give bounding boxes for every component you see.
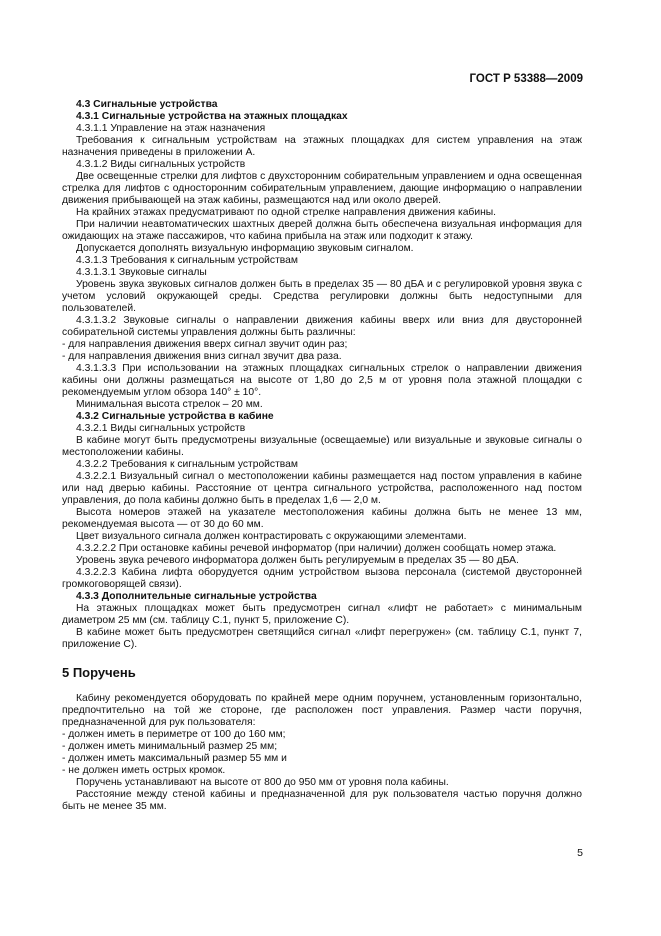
page-number: 5 (577, 847, 583, 859)
clause-heading: 4.3.1.3 Требования к сигнальным устройствам (76, 255, 298, 266)
paragraph: 4.3.2.2.2 При остановке кабины речевой информатор (при наличии) должен сообщать номер этажа. (76, 543, 557, 554)
paragraph: Минимальная высота стрелок – 20 мм. (76, 399, 263, 410)
paragraph: 4.3.2.2.1 Визуальный сигнал о местоположении кабины размещается над постом управления в кабине или над дверью кабины. Расстояние от центра сигнального устройства, расположенного над постом управления, до пола кабины должно быть в пределах 1,6 — 2,0 м. (62, 471, 582, 506)
paragraph: В кабине может быть предусмотрен светящийся сигнал «лифт перегружен» (см. таблицу С.1, пункт 7, приложение С). (62, 627, 582, 650)
clause-heading: 4.3.1.1 Управление на этаж назначения (76, 123, 266, 134)
paragraph: Требования к сигнальным устройствам на этажных площадках для систем управления на этаж назначения приведены в приложении А. (62, 135, 582, 158)
paragraph: Высота номеров этажей на указателе местоположения кабины должна быть не менее 13 мм, рекомендуемая высота — от 30 до 60 мм. (62, 507, 582, 530)
paragraph: На этажных площадках может быть предусмотрен сигнал «лифт не работает» с минимальным диаметром 25 мм (см. таблицу С.1, пункт 5, приложение С). (62, 603, 582, 626)
paragraph: Две освещенные стрелки для лифтов с двухсторонним собирательным управлением и одна освещенная стрелка для лифтов с односторонним собирательным управлением, дающие информацию о направлении движения прибывающей на этаж кабины, размещаются над или около дверей. (62, 171, 582, 206)
list-item: - должен иметь минимальный размер 25 мм; (62, 741, 278, 752)
section-heading: 5 Поручень (62, 665, 136, 680)
paragraph: 4.3.1.3.3 При использовании на этажных площадках сигнальных стрелок о направлении движения кабины они должны размещаться на высоте от 1,80 до 2,5 м от уровня пола этажной площадки с рекомендуемым углом обзора 140° ± 10°. (62, 363, 582, 398)
list-item: - должен иметь максимальный размер 55 мм и (62, 753, 287, 764)
paragraph: 4.3.2.2.3 Кабина лифта оборудуется одним устройством вызова персонала (системой двусторонней громкоговорящей связи). (62, 567, 582, 590)
clause-heading: 4.3.1.2 Виды сигнальных устройств (76, 159, 246, 170)
subsection-heading: 4.3.1 Сигнальные устройства на этажных площадках (76, 111, 348, 122)
subsection-heading: 4.3.2 Сигнальные устройства в кабине (76, 411, 274, 422)
paragraph: Цвет визуального сигнала должен контрастировать с окружающими элементами. (76, 531, 467, 542)
document-id: ГОСТ Р 53388—2009 (469, 73, 583, 85)
paragraph: Уровень звука речевого информатора должен быть регулируемым в пределах 35 — 80 дБА. (76, 555, 519, 566)
subsection-heading: 4.3.3 Дополнительные сигнальные устройства (76, 591, 317, 602)
clause-heading: 4.3.2.2 Требования к сигнальным устройствам (76, 459, 298, 470)
list-item: - должен иметь в периметре от 100 до 160 мм; (62, 729, 286, 740)
paragraph: Допускается дополнять визуальную информацию звуковым сигналом. (76, 243, 414, 254)
section-heading: 4.3 Сигнальные устройства (76, 99, 218, 110)
paragraph: При наличии неавтоматических шахтных дверей должна быть обеспечена визуальная информация для ожидающих на этаже пассажиров, что кабина прибыла на этаж или подходит к этажу. (62, 219, 582, 242)
paragraph: Поручень устанавливают на высоте от 800 до 950 мм от уровня пола кабины. (76, 777, 449, 788)
paragraph: На крайних этажах предусматривают по одной стрелке направления движения кабины. (76, 207, 497, 218)
list-item: - для направления движения вниз сигнал звучит два раза. (62, 351, 342, 362)
list-item: - не должен иметь острых кромок. (62, 765, 226, 776)
clause-heading: 4.3.2.1 Виды сигнальных устройств (76, 423, 246, 434)
paragraph: Уровень звука звуковых сигналов должен быть в пределах 35 — 80 дБА и с регулировкой уровня звука с учетом условий окружающей среды. Средства регулировки должны быть недоступными для пользователей. (62, 279, 582, 314)
list-item: - для направления движения вверх сигнал звучит один раз; (62, 339, 348, 350)
page-body (62, 99, 582, 813)
paragraph: 4.3.1.3.2 Звуковые сигналы о направлении движения кабины вверх или вниз для двусторонней собирательной системы управления должны быть различны: (62, 315, 582, 338)
paragraph: В кабине могут быть предусмотрены визуальные (освещаемые) или визуальные и звуковые сигналы о местоположении кабины. (62, 435, 582, 458)
paragraph: Кабину рекомендуется оборудовать по крайней мере одним поручнем, установленным горизонтально, предпочтительно на той же стороне, где расположен пост управления. Размер части поручня, предназначенной для рук пользователя: (62, 693, 582, 728)
paragraph: Расстояние между стеной кабины и предназначенной для рук пользователя частью поручня должно быть не менее 35 мм. (62, 789, 582, 812)
clause-heading: 4.3.1.3.1 Звуковые сигналы (76, 267, 207, 278)
